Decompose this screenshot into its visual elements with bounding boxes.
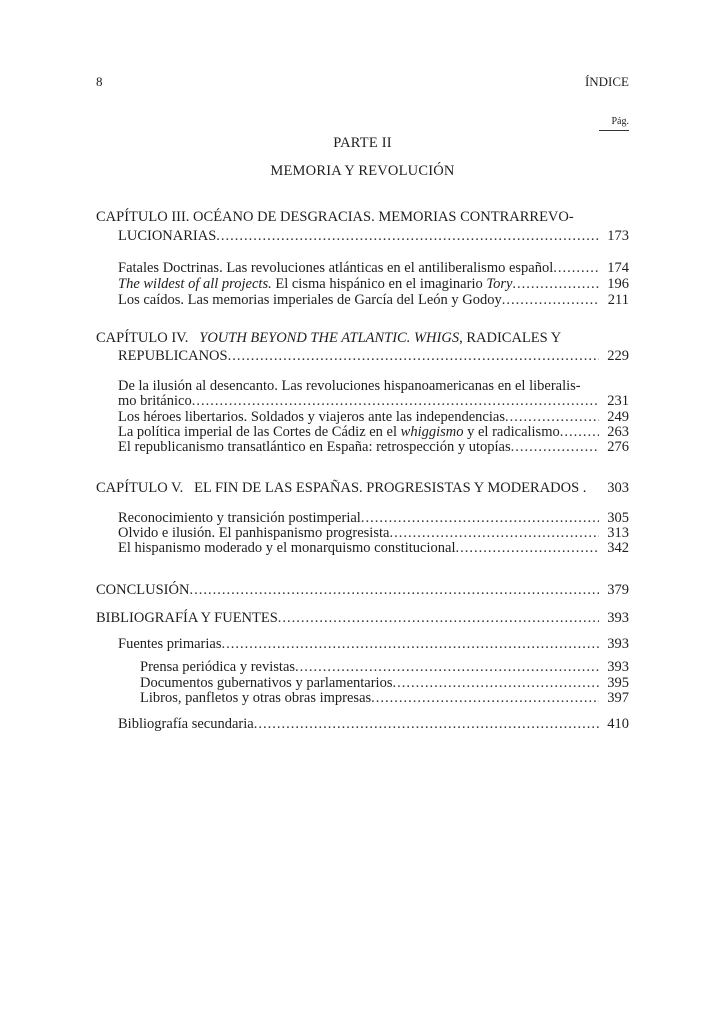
section-title: The wildest of all projects. El cisma hispánico en el imaginario Tory — [118, 276, 513, 292]
conclusion-title: CONCLUSIÓN — [96, 582, 190, 598]
running-title: ÍNDICE — [584, 74, 629, 89]
section-page: 276 — [607, 439, 629, 455]
section-title: El hispanismo moderado y el monarquismo constitucional — [118, 540, 456, 556]
section-title: Reconocimiento y transición postimperial — [118, 510, 361, 526]
section-page: 249 — [607, 409, 629, 425]
chapter-3-page: 173 — [607, 228, 629, 244]
section-title: La política imperial de las Cortes de Cádiz en el whiggismo y el radicalismo — [118, 424, 560, 440]
toc-section-entry[interactable] — [118, 260, 629, 277]
dot-leader — [216, 228, 599, 245]
dot-leader — [295, 659, 599, 676]
dot-leader — [455, 540, 599, 557]
bibliography-entry[interactable] — [96, 610, 629, 627]
dot-leader — [502, 292, 599, 309]
secondary-bibliography-entry[interactable] — [118, 716, 629, 733]
primary-sources-title: Fuentes primarias — [118, 636, 222, 652]
section-page: 211 — [607, 292, 629, 308]
section-page: 305 — [607, 510, 629, 526]
bibliography-page: 393 — [607, 610, 629, 626]
bibliography-title: BIBLIOGRAFÍA Y FUENTES — [96, 610, 278, 626]
subsection-title: Libros, panfletos y otras obras impresas — [140, 690, 372, 706]
toc-section-entry[interactable] — [118, 439, 629, 456]
chapter-5-page: 303 — [607, 480, 629, 496]
primary-sources-page: 393 — [607, 636, 629, 652]
secondary-bibliography-title: Bibliografía secundaria — [118, 716, 254, 732]
conclusion-page: 379 — [607, 582, 629, 598]
dot-leader — [254, 716, 599, 733]
section-page: 196 — [607, 276, 629, 292]
chapter-5-title: CAPÍTULO V. EL FIN DE LAS ESPAÑAS. PROGRESISTAS Y MODERADOS . — [96, 480, 587, 496]
chapter-4-title-line1: CAPÍTULO IV. YOUTH BEYOND THE ATLANTIC. WHIGS, RADICALES Y — [96, 330, 562, 346]
subsection-title: Documentos gubernativos y parlamentarios — [140, 675, 393, 691]
toc-section-entry[interactable] — [118, 540, 629, 557]
chapter-3-entry[interactable] — [118, 228, 629, 245]
chapter-4-page: 229 — [607, 348, 629, 364]
part-title: MEMORIA Y REVOLUCIÓN — [270, 163, 455, 179]
dot-leader — [512, 276, 599, 293]
chapter-4-title-line2: REPUBLICANOS — [118, 348, 228, 364]
toc-subsection-entry[interactable] — [140, 690, 629, 707]
chapter-5-entry[interactable] — [96, 480, 629, 497]
primary-sources-entry[interactable] — [118, 636, 629, 653]
conclusion-entry[interactable] — [96, 582, 629, 599]
part-label: PARTE II — [333, 135, 392, 151]
dot-leader — [553, 260, 599, 277]
section-page: 263 — [607, 424, 629, 440]
dot-leader — [278, 610, 599, 627]
section-title: Olvido e ilusión. El panhispanismo progresista — [118, 525, 390, 541]
dot-leader — [222, 636, 600, 653]
toc-subsection-entry[interactable] — [140, 659, 629, 676]
subsection-page: 393 — [607, 659, 629, 675]
chapter-3-title-line2: LUCIONARIAS — [118, 228, 217, 244]
dot-leader — [189, 582, 599, 599]
chapter-3-title-line1: CAPÍTULO III. OCÉANO DE DESGRACIAS. MEMORIAS CONTRARREVO- — [96, 209, 574, 225]
section-title-line2: mo británico — [118, 393, 192, 409]
section-title: Los caídos. Las memorias imperiales de García del León y Godoy — [118, 292, 502, 308]
toc-section-entry[interactable] — [118, 276, 629, 293]
section-title-line1: De la ilusión al desencanto. Las revoluciones hispanoamericanas en el liberalis- — [118, 378, 581, 394]
toc-section-entry[interactable] — [118, 393, 629, 410]
section-page: 313 — [607, 525, 629, 541]
toc-section-entry[interactable] — [118, 292, 629, 309]
section-page: 231 — [607, 393, 629, 409]
dot-leader — [371, 690, 599, 707]
pag-column-label: Pág. — [599, 116, 629, 131]
dot-leader — [511, 439, 599, 456]
section-page: 174 — [607, 260, 629, 276]
subsection-page: 395 — [607, 675, 629, 691]
dot-leader — [228, 348, 599, 365]
chapter-4-entry[interactable] — [118, 348, 629, 365]
page-number: 8 — [96, 74, 103, 89]
section-page: 342 — [607, 540, 629, 556]
secondary-bibliography-page: 410 — [607, 716, 629, 732]
subsection-title: Prensa periódica y revistas — [140, 659, 296, 675]
dot-leader — [192, 393, 599, 410]
section-title: El republicanismo transatlántico en España: retrospección y utopías — [118, 439, 511, 455]
section-title: Fatales Doctrinas. Las revoluciones atlánticas en el antiliberalismo español — [118, 260, 554, 276]
section-title: Los héroes libertarios. Soldados y viajeros ante las independencias — [118, 409, 505, 425]
subsection-page: 397 — [607, 690, 629, 706]
